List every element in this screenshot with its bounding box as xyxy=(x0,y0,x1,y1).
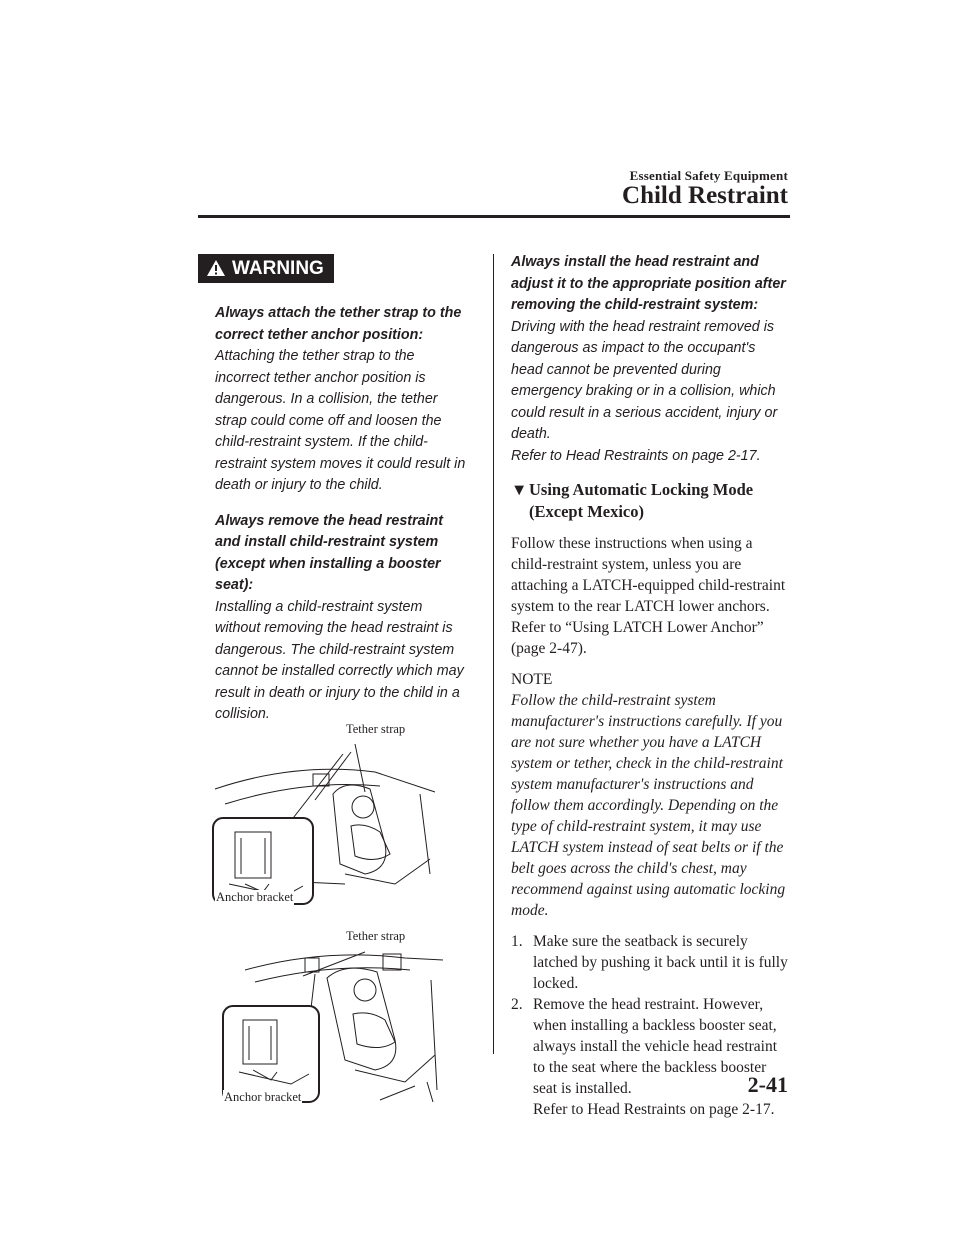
warning-triangle-icon xyxy=(206,259,226,277)
warning-badge xyxy=(198,254,334,283)
left-column xyxy=(215,254,470,1110)
step-reference: Refer to Head Restraints on page 2-17. xyxy=(533,1101,775,1118)
section-subheading xyxy=(511,479,791,523)
warning-badge-label: WARNING xyxy=(232,258,324,279)
note-body: Follow the child-restraint system manufacturer's instructions carefully. If you are not sure whether you have a LATCH system or tether, check in the child-restraint system manufacturer's instructions and follow them accordingly. Depending on the type of child-restraint system, it may use LATCH system instead of seat belts or if the belt goes across the child's chest, may recommend against using automatic locking mode. xyxy=(511,692,786,919)
tether-strap-label: Tether strap xyxy=(346,721,406,736)
warning-item-body: Driving with the head restraint removed is dangerous as impact to the occupant's head cannot be prevented during emergency braking or in a collision, which could result in a serious accident, injury or death. xyxy=(511,318,778,442)
tether-figure-1 xyxy=(205,721,465,914)
right-column xyxy=(511,252,791,1120)
step-number: 2. xyxy=(511,996,523,1013)
page-title: Child Restraint xyxy=(622,182,788,209)
warning-item-title: Always attach the tether strap to the correct tether anchor position: xyxy=(215,305,462,343)
warning-item-body: Installing a child-restraint system without removing the head restraint is dangerous. The child-restraint system cannot be installed correctly which may result in death or injury to the child in a collision. xyxy=(215,598,464,722)
warning-item-title: Always remove the head restraint and install child-restraint system (except when installing a booster seat): xyxy=(215,512,444,593)
tether-figure-2 xyxy=(205,928,465,1110)
column-divider xyxy=(493,254,494,1054)
step-text: Remove the head restraint. However, when installing a backless booster seat, always install the vehicle head restraint to the seat where the backless booster seat is installed. xyxy=(533,996,778,1097)
header-rule xyxy=(198,215,790,218)
child-seat-illustration xyxy=(205,940,465,1110)
page-number: 2-41 xyxy=(747,1072,788,1097)
note-label: NOTE xyxy=(511,671,553,688)
list-item xyxy=(511,931,791,994)
subheading-line-2: (Except Mexico) xyxy=(529,502,644,521)
child-seat-illustration xyxy=(205,734,465,914)
step-number: 1. xyxy=(511,933,523,950)
section-label: Essential Safety Equipment xyxy=(629,168,788,183)
subheading-line-1: Using Automatic Locking Mode xyxy=(529,480,754,499)
warning-item-title: Always install the head restraint and adjust it to the appropriate position after removing the child-restraint system: xyxy=(511,254,786,313)
step-text: Make sure the seatback is securely latched by pushing it back until it is fully locked. xyxy=(533,933,788,992)
tether-strap-label: Tether strap xyxy=(346,928,406,943)
warning-item-body: Attaching the tether strap to the incorrect tether anchor position is dangerous. In a collision, the tether strap could come off and loosen the child-restraint system. If the child-restraint system moves it could result in death or injury to the child. xyxy=(215,348,466,493)
list-item xyxy=(511,994,791,1120)
anchor-bracket-label: Anchor bracket xyxy=(224,1089,302,1104)
warning-item-reference: Refer to Head Restraints on page 2-17. xyxy=(511,447,761,464)
intro-paragraph: Follow these instructions when using a child-restraint system, unless you are attaching a LATCH-equipped child-restraint system to the rear LATCH lower anchors. Refer to “Using LATCH Lower Anchor” (page 2-47). xyxy=(511,535,786,657)
down-triangle-icon: ▼ xyxy=(511,480,528,499)
anchor-bracket-label: Anchor bracket xyxy=(216,889,294,904)
